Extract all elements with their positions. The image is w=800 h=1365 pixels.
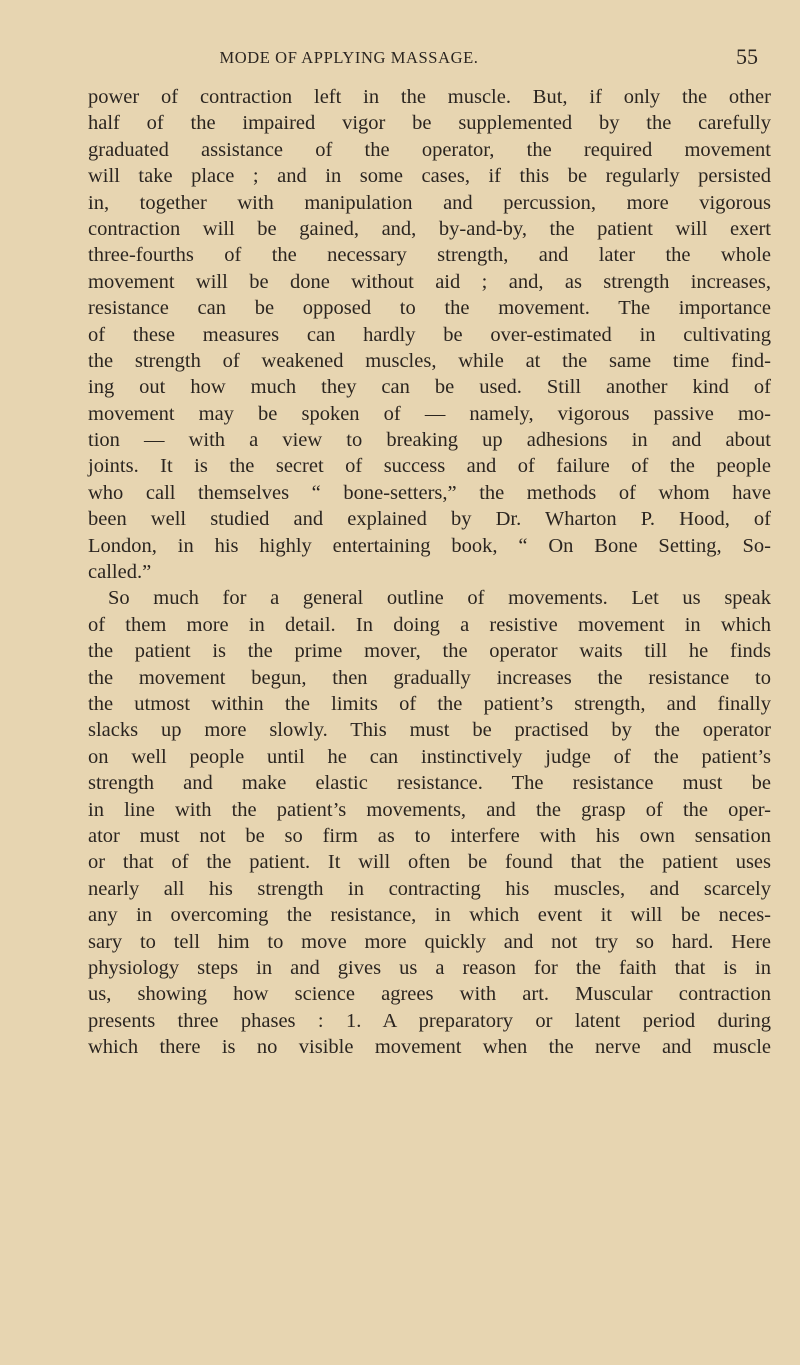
text-line: power of contraction left in the muscle. But, if only the other xyxy=(88,86,771,108)
text-line: who call themselves “ bone-setters,” the methods of whom have xyxy=(88,481,771,504)
body-text xyxy=(88,84,771,1060)
text-line: strength and make elastic resistance. The resistance must be xyxy=(88,772,771,795)
text-line: called.” xyxy=(88,561,152,584)
text-line: contraction will be gained, and, by-and-by, the patient will exert xyxy=(88,217,771,240)
text-line: the utmost within the limits of the patient’s strength, and finally xyxy=(88,692,771,715)
text-line: tion — with a view to breaking up adhesions in and about xyxy=(88,429,771,452)
text-line: will take place ; and in some cases, if this be regularly persisted xyxy=(88,165,771,188)
page-number: 55 xyxy=(736,44,758,69)
text-line: the movement begun, then gradually increases the resistance to xyxy=(88,666,771,689)
text-line: sary to tell him to move more quickly and not try so hard. Here xyxy=(88,930,771,953)
text-line: half of the impaired vigor be supplemented by the carefully xyxy=(88,112,771,135)
text-line: of these measures can hardly be over-estimated in cultivating xyxy=(88,323,771,346)
text-line: any in overcoming the resistance, in which event it will be neces- xyxy=(88,904,771,927)
text-line: presents three phases : 1. A preparatory or latent period during xyxy=(88,1009,771,1032)
text-line: physiology steps in and gives us a reason for the faith that is in xyxy=(88,956,771,979)
text-line: ing out how much they can be used. Still another kind of xyxy=(88,376,771,399)
text-line: joints. It is the secret of success and of failure of the people xyxy=(88,455,771,478)
text-line: us, showing how science agrees with art. Muscular contraction xyxy=(88,983,771,1006)
text-line: in, together with manipulation and percussion, more vigorous xyxy=(88,191,771,214)
text-line: nearly all his strength in contracting his muscles, and scarcely xyxy=(88,877,771,900)
text-line: slacks up more slowly. This must be practised by the operator xyxy=(88,719,771,742)
text-line: ator must not be so firm as to interfere with his own sensation xyxy=(88,824,771,847)
text-line: movement will be done without aid ; and, as strength increases, xyxy=(88,270,771,293)
text-line: on well people until he can instinctively judge of the patient’s xyxy=(88,745,771,768)
text-line: So much for a general outline of movements. Let us speak xyxy=(108,587,771,610)
text-line: movement may be spoken of — namely, vigorous passive mo- xyxy=(88,402,771,425)
text-line: graduated assistance of the operator, the required movement xyxy=(88,138,771,161)
text-line: or that of the patient. It will often be found that the patient uses xyxy=(88,851,771,874)
text-line: been well studied and explained by Dr. Wharton P. Hood, of xyxy=(88,508,771,531)
text-line: which there is no visible movement when the nerve and muscle xyxy=(88,1036,771,1059)
text-line: the patient is the prime mover, the operator waits till he finds xyxy=(88,640,771,663)
running-title: MODE OF APPLYING MASSAGE. xyxy=(219,48,479,67)
text-line: of them more in detail. In doing a resistive movement in which xyxy=(88,613,771,636)
text-line: the strength of weakened muscles, while at the same time find- xyxy=(88,349,771,372)
text-line: in line with the patient’s movements, and the grasp of the oper- xyxy=(88,798,771,821)
text-line: resistance can be opposed to the movement. The importance xyxy=(88,297,771,320)
text-line: three-fourths of the necessary strength, and later the whole xyxy=(88,244,771,267)
text-line: London, in his highly entertaining book, “ On Bone Setting, So- xyxy=(88,534,771,557)
